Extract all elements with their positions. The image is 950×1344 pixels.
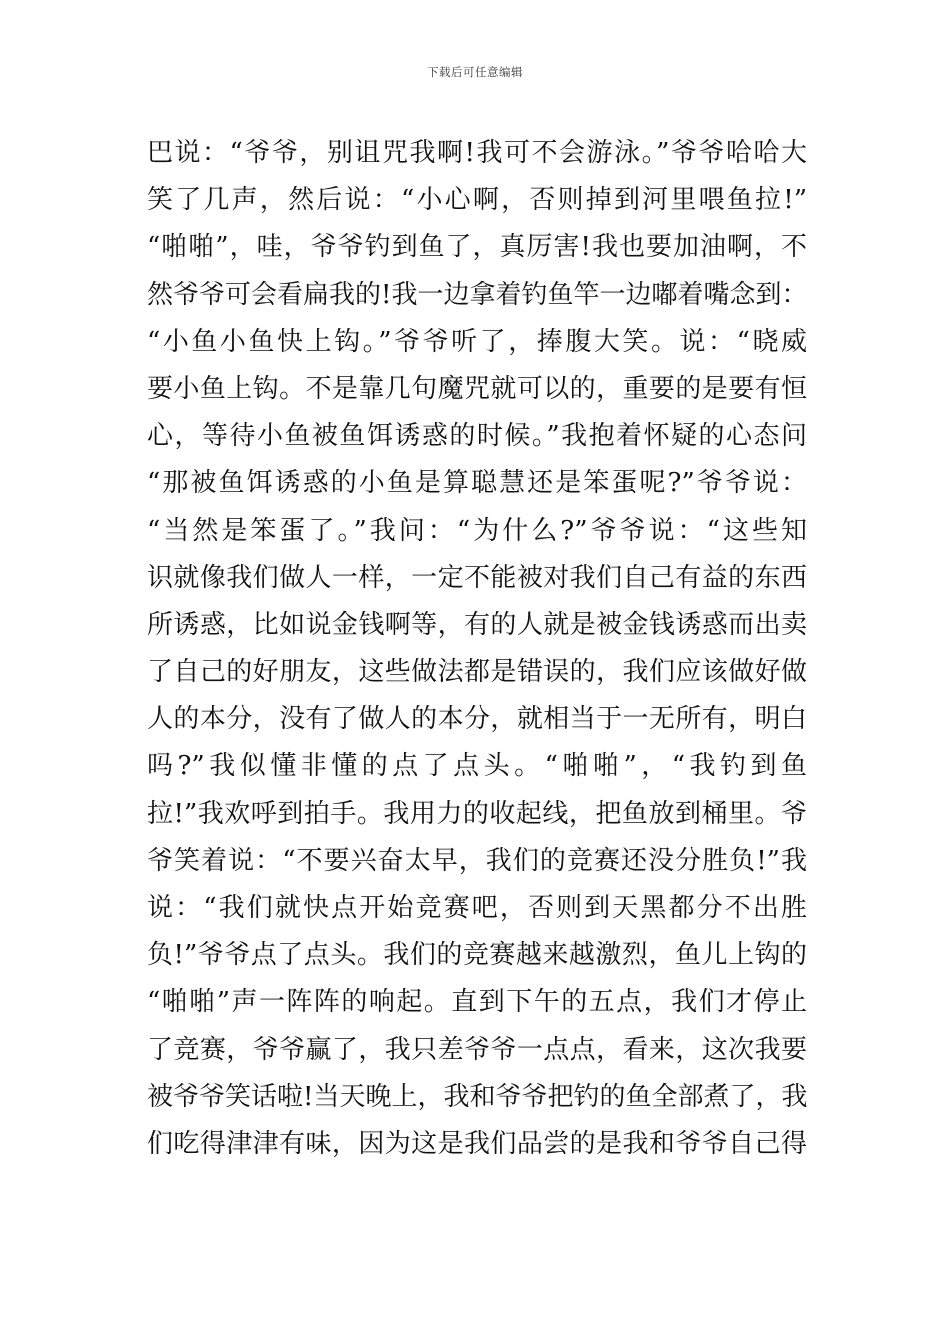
- text-line: 识就像我们做人一样，一定不能被对我们自己有益的东西: [147, 562, 807, 593]
- text-line: 巴说：“爷爷，别诅咒我啊!我可不会游泳。”爷爷哈哈大: [147, 138, 807, 168]
- text-line: 说：“我们就快点开始竞赛吧，否则到天黑都分不出胜: [147, 893, 807, 923]
- text-line: 被爷爷笑话啦!当天晚上，我和爷爷把钓的鱼全部煮了，我: [147, 1081, 808, 1112]
- text-line: 要小鱼上钩。不是靠几句魔咒就可以的，重要的是要有恒: [147, 373, 807, 404]
- text-line: 负!”爷爷点了点头。我们的竞赛越来越激烈，鱼儿上钩的: [147, 940, 807, 971]
- text-line: 人的本分，没有了做人的本分，就相当于一无所有，明白: [147, 704, 807, 735]
- text-line: “当然是笨蛋了。”我问：“为什么?”爷爷说：“这些知: [147, 515, 807, 546]
- text-line: 拉!”我欢呼到拍手。我用力的收起线，把鱼放到桶里。爷: [147, 798, 807, 829]
- text-line: “啪啪”，哇，爷爷钓到鱼了，真厉害!我也要加油啊，不: [147, 232, 807, 263]
- body-text: [147, 130, 807, 1168]
- text-line: 笑了几声，然后说：“小心啊，否则掉到河里喂鱼拉!”: [147, 185, 807, 216]
- text-line: 了竞赛，爷爷赢了，我只差爷爷一点点，看来，这次我要: [147, 1034, 807, 1065]
- text-line: 心，等待小鱼被鱼饵诱惑的时候。”我抱着怀疑的心态问: [147, 421, 807, 452]
- text-line: 爷笑着说：“不要兴奋太早，我们的竞赛还没分胜负!”我: [147, 845, 807, 876]
- text-line: 然爷爷可会看扁我的!我一边拿着钓鱼竿一边嘟着嘴念到：: [147, 279, 808, 310]
- text-line: 们吃得津津有味，因为这是我们品尝的是我和爷爷自己得: [147, 1128, 807, 1159]
- text-line: 了自己的好朋友，这些做法都是错误的，我们应该做好做: [147, 657, 807, 688]
- text-line: “小鱼小鱼快上钩。”爷爷听了，捧腹大笑。说：“晓威: [147, 326, 807, 357]
- page-header: 下载后可任意编辑: [427, 65, 523, 79]
- text-line: “那被鱼饵诱惑的小鱼是算聪慧还是笨蛋呢?”爷爷说：: [147, 468, 807, 499]
- text-line: “啪啪”声一阵阵的响起。直到下午的五点，我们才停止: [147, 987, 807, 1018]
- text-line: 吗?”我似懂非懂的点了点头。“啪啪”，“我钓到鱼: [147, 751, 807, 782]
- text-line: 所诱惑，比如说金钱啊等，有的人就是被金钱诱惑而出卖: [147, 609, 807, 640]
